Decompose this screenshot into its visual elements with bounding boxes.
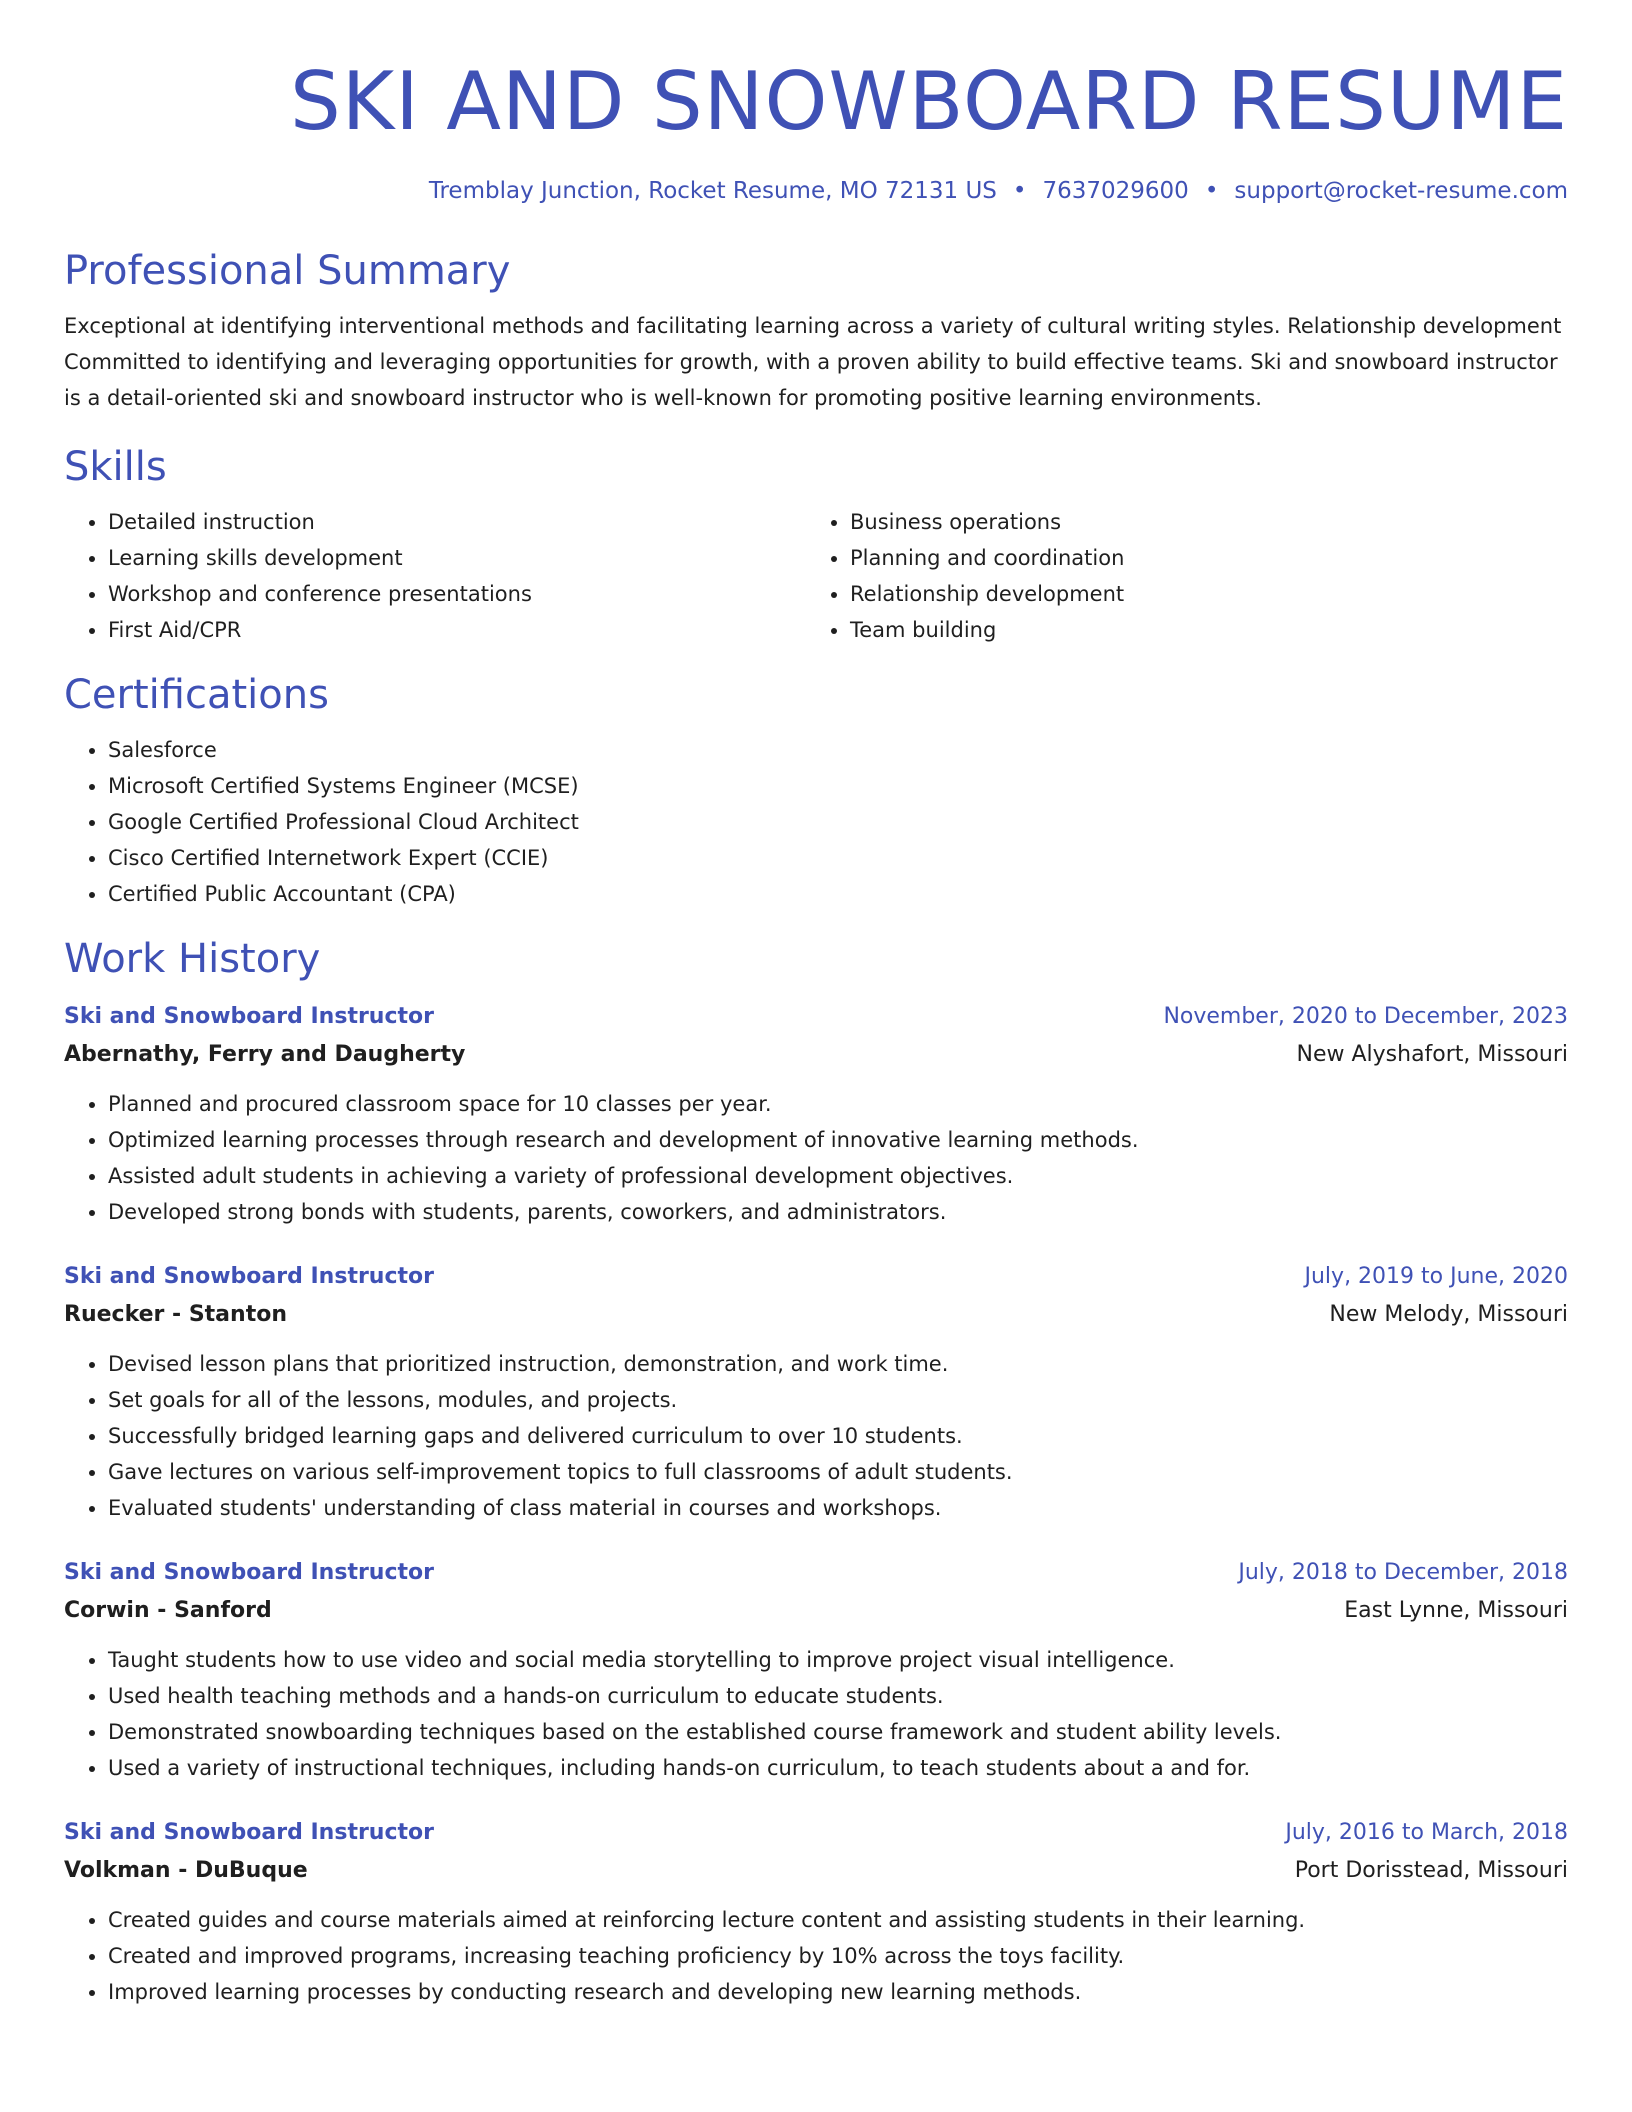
contact-separator: • bbox=[1204, 178, 1219, 204]
job-bullet: • Evaluated students' understanding of class material in courses and workshops. bbox=[108, 1490, 1568, 1526]
certification-item: • Cisco Certified Internetwork Expert (CCIE) bbox=[108, 840, 1568, 876]
job-bullet: • Taught students how to use video and social media storytelling to improve project visual intelligence. bbox=[108, 1642, 1568, 1678]
job-bullet: • Optimized learning processes through research and development of innovative learning methods. bbox=[108, 1122, 1568, 1158]
job-dates: November, 2020 to December, 2023 bbox=[1163, 1004, 1568, 1029]
skill-item: • Learning skills development bbox=[108, 540, 806, 576]
resume-page bbox=[64, 0, 1568, 2010]
skills-heading: Skills bbox=[64, 444, 167, 490]
skill-item: • Detailed instruction bbox=[108, 504, 806, 540]
job-title: Ski and Snowboard Instructor bbox=[64, 1264, 434, 1289]
certification-item: • Microsoft Certified Systems Engineer (MCSE) bbox=[108, 768, 1568, 804]
job-title: Ski and Snowboard Instructor bbox=[64, 1560, 434, 1585]
job-company: Corwin - Sanford bbox=[64, 1598, 272, 1623]
job-entry bbox=[64, 998, 1568, 1230]
job-bullet: • Used a variety of instructional techniques, including hands-on curriculum, to teach students about a and for. bbox=[108, 1750, 1568, 1786]
job-header-row bbox=[64, 1554, 1568, 1592]
job-header-row bbox=[64, 1258, 1568, 1296]
job-bullet: • Set goals for all of the lessons, modules, and projects. bbox=[108, 1382, 1568, 1418]
job-bullet: • Used health teaching methods and a hands-on curriculum to educate students. bbox=[108, 1678, 1568, 1714]
job-company-row bbox=[64, 1036, 1568, 1074]
job-company-row bbox=[64, 1592, 1568, 1630]
contact-phone: 7637029600 bbox=[1042, 178, 1189, 204]
skill-item: • Planning and coordination bbox=[850, 540, 1548, 576]
skill-item: • Workshop and conference presentations bbox=[108, 576, 806, 612]
certifications-section bbox=[64, 732, 1568, 912]
job-entry bbox=[64, 1814, 1568, 2010]
summary-text: Exceptional at identifying interventional methods and facilitating learning across a variety of cultural writing styles. Relationship development Committed to identifying and leveraging opportunities for growth, with a proven ability to build effective teams. Ski and snowboard instructor is a detail-oriented ski and snowboard instructor who is well-known for promoting positive learning environments. bbox=[64, 314, 1562, 410]
skills-column-left bbox=[64, 504, 806, 648]
job-header-row bbox=[64, 1814, 1568, 1852]
job-bullet: • Developed strong bonds with students, parents, coworkers, and administrators. bbox=[108, 1194, 1568, 1230]
job-dates: July, 2019 to June, 2020 bbox=[1304, 1264, 1568, 1289]
job-entry bbox=[64, 1554, 1568, 1786]
skill-item: • Business operations bbox=[850, 504, 1548, 540]
contact-line bbox=[64, 176, 1568, 206]
job-bullet: • Created guides and course materials aimed at reinforcing lecture content and assisting students in their learning. bbox=[108, 1902, 1568, 1938]
job-company: Volkman - DuBuque bbox=[64, 1858, 308, 1883]
certification-item: • Certified Public Accountant (CPA) bbox=[108, 876, 1568, 912]
job-bullet: • Assisted adult students in achieving a variety of professional development objectives. bbox=[108, 1158, 1568, 1194]
contact-email: support@rocket-resume.com bbox=[1234, 178, 1568, 204]
job-company-row bbox=[64, 1852, 1568, 1890]
job-company-row bbox=[64, 1296, 1568, 1334]
job-location: East Lynne, Missouri bbox=[1344, 1598, 1568, 1623]
certification-item: • Salesforce bbox=[108, 732, 1568, 768]
job-title: Ski and Snowboard Instructor bbox=[64, 1004, 434, 1029]
contact-address: Tremblay Junction, Rocket Resume, MO 72131 US bbox=[428, 178, 997, 204]
job-bullet: • Devised lesson plans that prioritized instruction, demonstration, and work time. bbox=[108, 1346, 1568, 1382]
job-dates: July, 2016 to March, 2018 bbox=[1285, 1820, 1568, 1845]
skill-item: • Team building bbox=[850, 612, 1548, 648]
skills-list bbox=[64, 504, 1568, 648]
job-bullet: • Planned and procured classroom space for 10 classes per year. bbox=[108, 1086, 1568, 1122]
job-entry bbox=[64, 1258, 1568, 1526]
certifications-heading: Certifications bbox=[64, 672, 329, 718]
job-header-row bbox=[64, 998, 1568, 1036]
job-bullet: • Successfully bridged learning gaps and delivered curriculum to over 10 students. bbox=[108, 1418, 1568, 1454]
job-company: Abernathy, Ferry and Daugherty bbox=[64, 1042, 466, 1067]
job-bullet: • Created and improved programs, increasing teaching proficiency by 10% across the toys facility. bbox=[108, 1938, 1568, 1974]
skills-column-right bbox=[806, 504, 1548, 648]
job-location: New Alyshafort, Missouri bbox=[1296, 1042, 1568, 1067]
resume-title: SKI AND SNOWBOARD RESUME bbox=[290, 55, 1568, 148]
summary-heading: Professional Summary bbox=[64, 248, 511, 294]
job-location: New Melody, Missouri bbox=[1329, 1302, 1568, 1327]
job-title: Ski and Snowboard Instructor bbox=[64, 1820, 434, 1845]
certification-item: • Google Certified Professional Cloud Architect bbox=[108, 804, 1568, 840]
job-bullet: • Gave lectures on various self-improvement topics to full classrooms of adult students. bbox=[108, 1454, 1568, 1490]
job-bullet: • Demonstrated snowboarding techniques based on the established course framework and student ability levels. bbox=[108, 1714, 1568, 1750]
work-history-heading: Work History bbox=[64, 936, 321, 982]
job-bullets bbox=[64, 1642, 1568, 1786]
job-bullets bbox=[64, 1086, 1568, 1230]
job-location: Port Dorisstead, Missouri bbox=[1294, 1858, 1568, 1883]
job-bullet: • Improved learning processes by conducting research and developing new learning methods. bbox=[108, 1974, 1568, 2010]
job-company: Ruecker - Stanton bbox=[64, 1302, 287, 1327]
job-bullets bbox=[64, 1902, 1568, 2010]
certifications-list bbox=[64, 732, 1568, 912]
skill-item: • First Aid/CPR bbox=[108, 612, 806, 648]
job-dates: July, 2018 to December, 2018 bbox=[1238, 1560, 1568, 1585]
skill-item: • Relationship development bbox=[850, 576, 1548, 612]
job-bullets bbox=[64, 1346, 1568, 1526]
contact-separator: • bbox=[1012, 178, 1027, 204]
